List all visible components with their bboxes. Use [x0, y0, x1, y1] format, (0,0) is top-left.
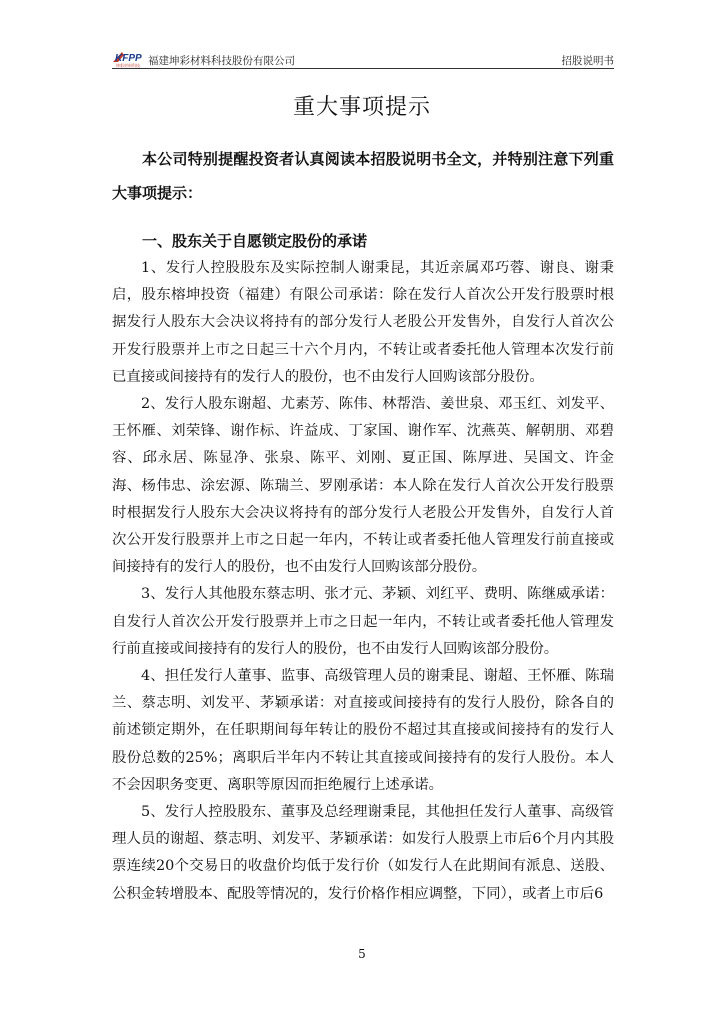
header-document-type: 招股说明书 [561, 55, 614, 67]
page-number: 5 [358, 947, 366, 961]
header-rule [112, 68, 614, 69]
paragraph-1: 1、发行人控股股东及实际控制人谢秉昆，其近亲属邓巧蓉、谢良、谢秉启，股东榕坤投资（福建）有限公司承诺：除在发行人首次公开发行股票时根据发行人股东大会决议将持有的部分发行人老股公开发售外，自发行人首次公开发行股票并上市之日起三十六个月内，不转让或者委托他人管理本次发行前已直接或间接持有的发行人的股份，也不由发行人回购该部分股份。 [112, 260, 614, 385]
paragraph-3: 3、发行人其他股东蔡志明、张才元、茅颖、刘红平、费明、陈继威承诺：自发行人首次公开发行股票并上市之日起一年内，不转让或者委托他人管理发行前直接或间接持有的发行人的股份，也不由发行人回购该部分股份。 [112, 586, 614, 657]
page-header [112, 48, 614, 70]
intro-paragraph: 本公司特别提醒投资者认真阅读本招股说明书全文，并特别注意下列重大事项提示： [112, 150, 614, 202]
svg-text:坤彩材料科技: 坤彩材料科技 [116, 63, 140, 68]
page-title: 重大事项提示 [292, 95, 431, 120]
company-logo [112, 50, 146, 68]
section-heading: 一、股东关于自愿锁定股份的承诺 [142, 232, 368, 250]
header-company-name: 福建坤彩材料科技股份有限公司 [148, 55, 295, 67]
svg-text:KFPP: KFPP [115, 53, 142, 64]
paragraph-4: 4、担任发行人董事、监事、高级管理人员的谢秉昆、谢超、王怀雁、陈瑞兰、蔡志明、刘发平、茅颖承诺：对直接或间接持有的发行人股份，除各自的前述锁定期外，在任职期间每年转让的股份不超过其直接或间接持有的发行人股份总数的25%；离职后半年内不转让其直接或间接持有的发行人股份。本人不会因职务变更、离职等原因而拒绝履行上述承诺。 [112, 668, 614, 793]
paragraph-2: 2、发行人股东谢超、尤素芳、陈伟、林帮浩、姜世泉、邓玉红、刘发平、王怀雁、刘荣锋、谢作标、许益成、丁家国、谢作军、沈燕英、解朝朋、邓碧容、邱永居、陈显净、张泉、陈平、刘刚、夏正国、陈厚进、吴国文、许金海、杨伟忠、涂宏源、陈瑞兰、罗刚承诺：本人除在发行人首次公开发行股票时根据发行人股东大会决议将持有的部分发行人老股公开发售外，自发行人首次公开发行股票并上市之日起一年内，不转让或者委托他人管理发行前直接或间接持有的发行人的股份，也不由发行人回购该部分股份。 [112, 396, 614, 576]
paragraph-5: 5、发行人控股股东、董事及总经理谢秉昆，其他担任发行人董事、高级管理人员的谢超、蔡志明、刘发平、茅颖承诺：如发行人股票上市后6个月内其股票连续20个交易日的收盘价均低于发行价（如发行人在此期间有派息、送股、公积金转增股本、配股等情况的，发行价格作相应调整，下同），或者上市后6 [112, 804, 614, 902]
document-body [112, 142, 614, 908]
